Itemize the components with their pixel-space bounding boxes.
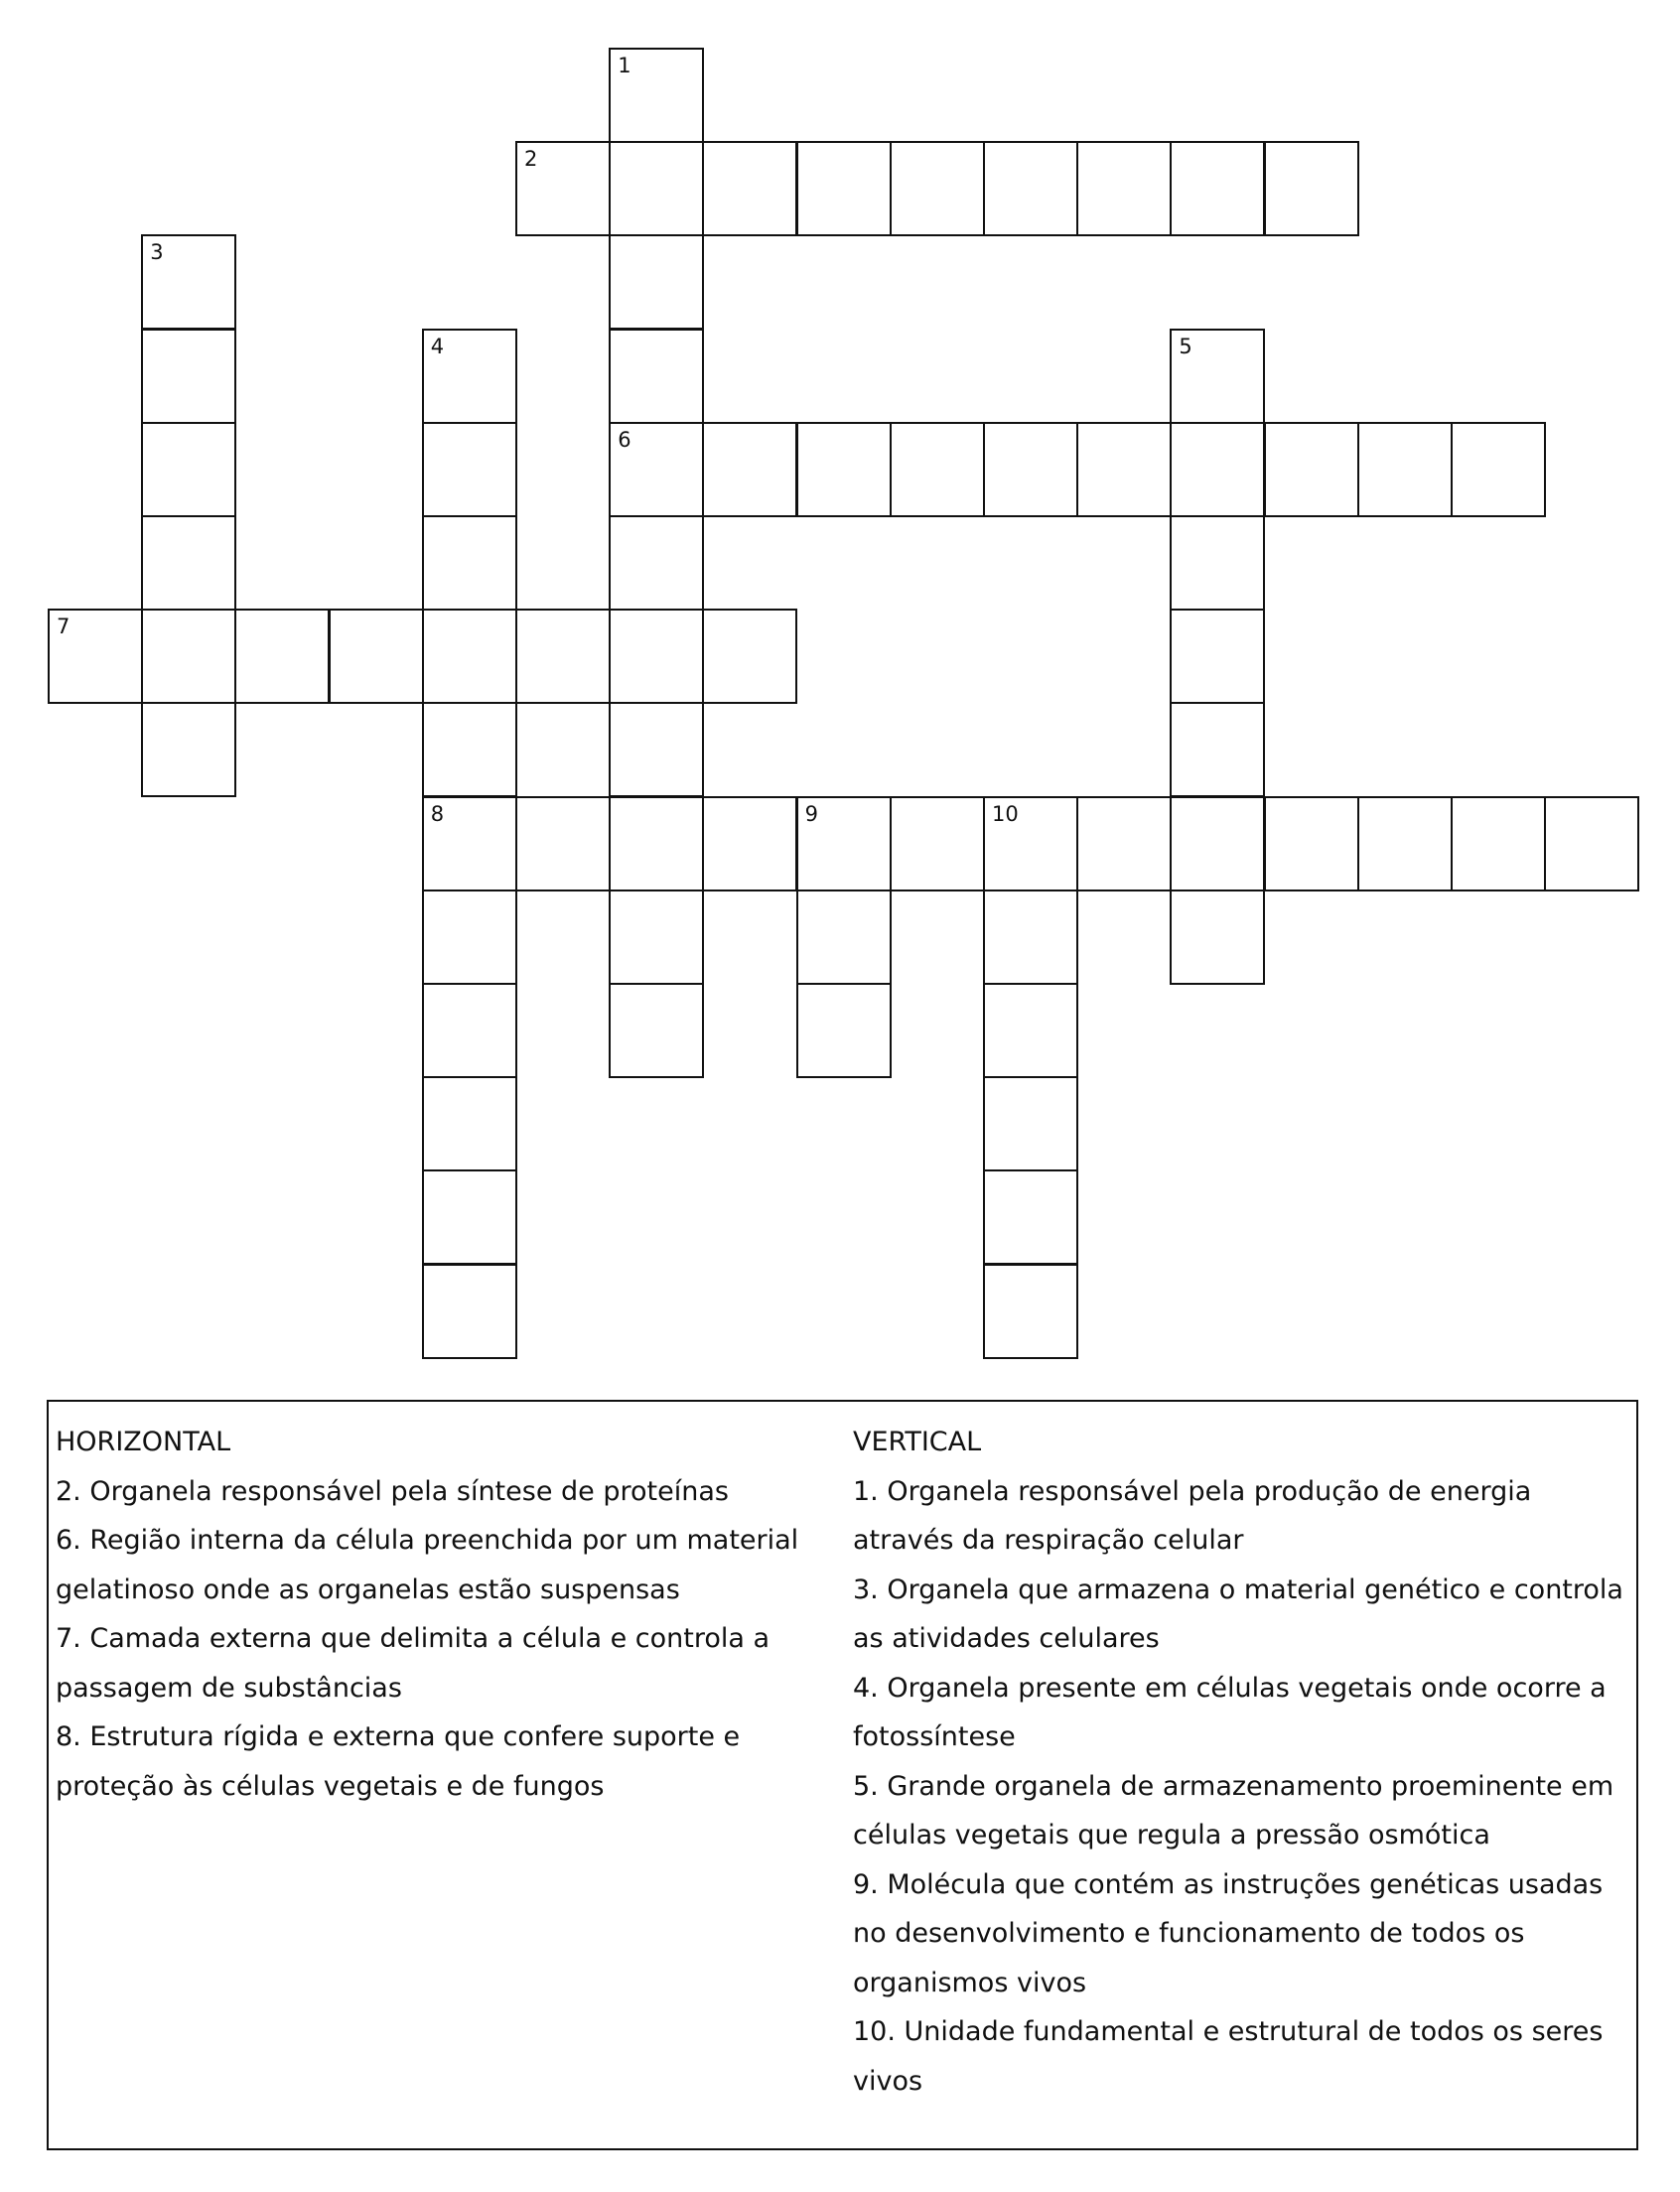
crossword-cell[interactable]	[1170, 329, 1265, 424]
crossword-cell[interactable]	[609, 796, 704, 891]
crossword-cell[interactable]	[1264, 141, 1359, 236]
crossword-cell[interactable]	[983, 796, 1078, 891]
clue-h6: 6. Região interna da célula preenchida por um material gelatinoso onde as organelas estão suspensas	[56, 1525, 799, 1605]
crossword-cell[interactable]	[983, 983, 1078, 1078]
crossword-cell[interactable]	[422, 515, 517, 611]
crossword-cell[interactable]	[329, 609, 424, 704]
crossword-cell[interactable]	[1076, 422, 1172, 517]
clue-number: 10	[992, 801, 1019, 826]
clue-number: 7	[57, 615, 70, 639]
crossword-cell[interactable]	[1451, 796, 1546, 891]
crossword-cell[interactable]	[796, 141, 892, 236]
crossword-cell[interactable]	[796, 983, 892, 1078]
crossword-cell[interactable]	[141, 609, 236, 704]
crossword-cell[interactable]	[1544, 796, 1639, 891]
crossword-cell[interactable]	[422, 1169, 517, 1265]
crossword-cell[interactable]	[1170, 141, 1265, 236]
crossword-cell[interactable]	[141, 234, 236, 330]
crossword-cell[interactable]	[1357, 796, 1453, 891]
crossword-cell[interactable]	[422, 329, 517, 424]
crossword-cell[interactable]	[48, 609, 143, 704]
crossword-cell[interactable]	[141, 702, 236, 797]
crossword-cell[interactable]	[983, 1169, 1078, 1265]
crossword-cell[interactable]	[422, 796, 517, 891]
horizontal-clues	[56, 1418, 840, 1811]
clue-v4: 4. Organela presente em células vegetais onde ocorre a fotossíntese	[853, 1672, 1607, 1752]
vertical-clues	[853, 1418, 1627, 2106]
clue-number: 6	[618, 427, 631, 452]
crossword-cell[interactable]	[609, 983, 704, 1078]
crossword-cell[interactable]	[609, 422, 704, 517]
crossword-cell[interactable]	[1076, 796, 1172, 891]
clue-v9: 9. Molécula que contém as instruções genéticas usadas no desenvolvimento e funcionamento de todos os organismos vivos	[853, 1868, 1604, 1998]
crossword-cell[interactable]	[609, 329, 704, 424]
crossword-cell[interactable]	[702, 141, 797, 236]
crossword-cell[interactable]	[609, 234, 704, 330]
clue-v10: 10. Unidade fundamental e estrutural de todos os seres vivos	[853, 2016, 1604, 2097]
crossword-cell[interactable]	[515, 796, 611, 891]
crossword-cell[interactable]	[422, 702, 517, 797]
crossword-cell[interactable]	[1170, 796, 1265, 891]
crossword-cell[interactable]	[983, 890, 1078, 985]
crossword-cell[interactable]	[609, 48, 704, 143]
horizontal-heading: HORIZONTAL	[56, 1427, 231, 1457]
crossword-cell[interactable]	[890, 141, 985, 236]
crossword-cell[interactable]	[983, 141, 1078, 236]
crossword-cell[interactable]	[515, 609, 611, 704]
crossword-cell[interactable]	[702, 609, 797, 704]
crossword-cell[interactable]	[422, 890, 517, 985]
clue-v3: 3. Organela que armazena o material genético e controla as atividades celulares	[853, 1574, 1623, 1654]
vertical-heading: VERTICAL	[853, 1427, 982, 1457]
crossword-cell[interactable]	[1170, 702, 1265, 797]
clue-h7: 7. Camada externa que delimita a célula e controla a passagem de substâncias	[56, 1623, 770, 1704]
crossword-cell[interactable]	[1076, 141, 1172, 236]
crossword-cell[interactable]	[141, 515, 236, 611]
crossword-cell[interactable]	[422, 1076, 517, 1171]
clue-h8: 8. Estrutura rígida e externa que confere suporte e proteção às células vegetais e de fungos	[56, 1721, 741, 1802]
crossword-cell[interactable]	[890, 796, 985, 891]
crossword-cell[interactable]	[422, 422, 517, 517]
crossword-cell[interactable]	[141, 422, 236, 517]
crossword-cell[interactable]	[1170, 609, 1265, 704]
crossword-cell[interactable]	[422, 609, 517, 704]
crossword-cell[interactable]	[1170, 890, 1265, 985]
crossword-cell[interactable]	[234, 609, 330, 704]
clue-v5: 5. Grande organela de armazenamento proeminente em células vegetais que regula a pressão osmótica	[853, 1770, 1614, 1850]
crossword-cell[interactable]	[1264, 796, 1359, 891]
clue-number: 1	[618, 54, 631, 77]
crossword-cell[interactable]	[702, 422, 797, 517]
crossword-cell[interactable]	[983, 1076, 1078, 1171]
clue-v1: 1. Organela responsável pela produção de energia através da respiração celular	[853, 1475, 1532, 1556]
crossword-cell[interactable]	[983, 1264, 1078, 1359]
crossword-cell[interactable]	[796, 796, 892, 891]
clue-box	[47, 1400, 1638, 2150]
crossword-cell[interactable]	[702, 796, 797, 891]
clue-number: 2	[524, 147, 538, 172]
crossword-cell[interactable]	[141, 329, 236, 424]
crossword-cell[interactable]	[1264, 422, 1359, 517]
clue-number: 5	[1179, 334, 1192, 358]
crossword-cell[interactable]	[609, 702, 704, 797]
crossword-cell[interactable]	[609, 141, 704, 236]
clue-number: 9	[804, 801, 818, 826]
crossword-cell[interactable]	[890, 422, 985, 517]
crossword-cell[interactable]	[796, 422, 892, 517]
crossword-cell[interactable]	[1170, 515, 1265, 611]
crossword-cell[interactable]	[1451, 422, 1546, 517]
crossword-cell[interactable]	[422, 1264, 517, 1359]
crossword-cell[interactable]	[609, 890, 704, 985]
crossword-cell[interactable]	[796, 890, 892, 985]
clue-number: 3	[150, 240, 164, 265]
crossword-cell[interactable]	[422, 983, 517, 1078]
crossword-cell[interactable]	[1357, 422, 1453, 517]
clue-number: 8	[430, 801, 445, 826]
clue-number: 4	[430, 334, 445, 358]
crossword-cell[interactable]	[609, 515, 704, 611]
crossword-cell[interactable]	[983, 422, 1078, 517]
clue-h2: 2. Organela responsável pela síntese de proteínas	[56, 1475, 729, 1507]
crossword-cell[interactable]	[1170, 422, 1265, 517]
crossword-cell[interactable]	[515, 141, 611, 236]
crossword-cell[interactable]	[609, 609, 704, 704]
